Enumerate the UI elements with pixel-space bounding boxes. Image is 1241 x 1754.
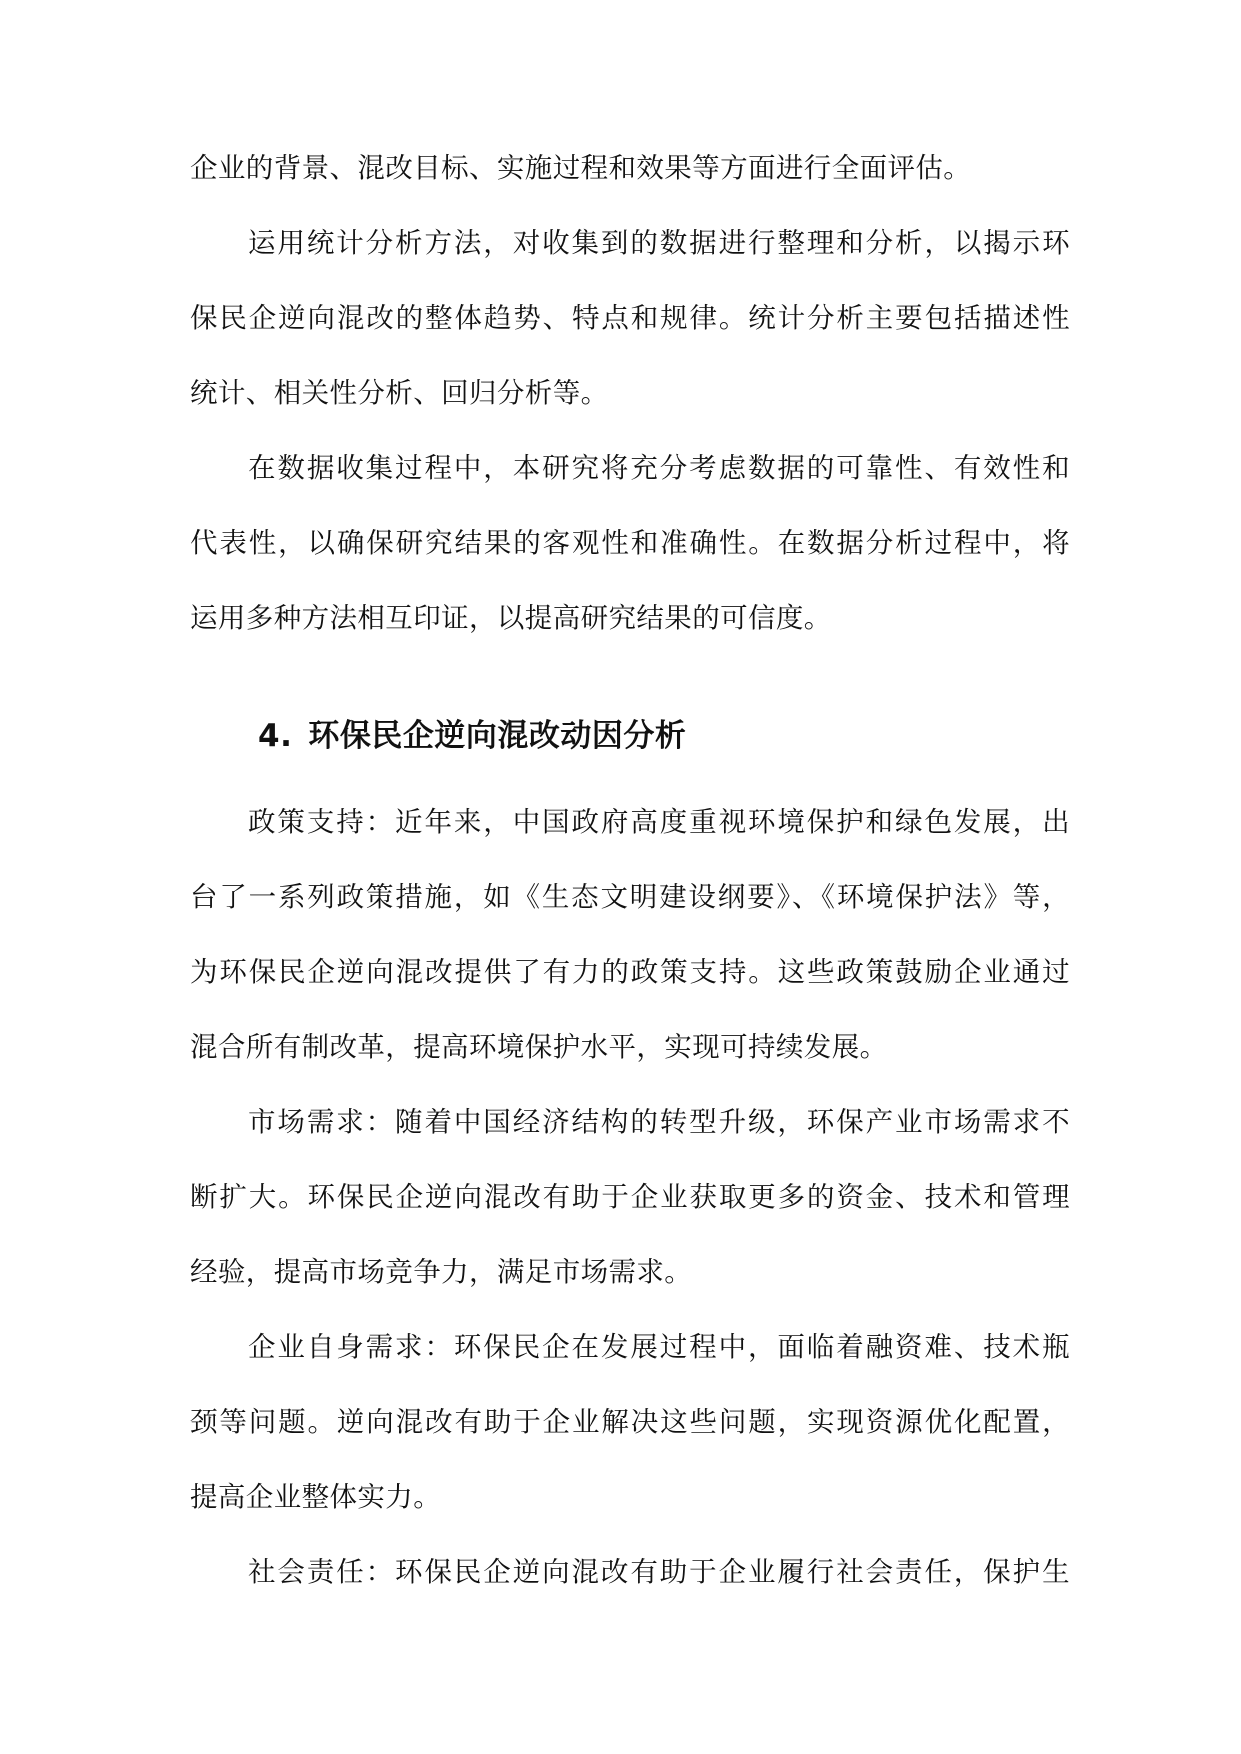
paragraph-line: 颈等问题。逆向混改有助于企业解决这些问题，实现资源优化配置， bbox=[190, 1406, 1070, 1438]
paragraph-line: 统计、相关性分析、回归分析等。 bbox=[190, 377, 609, 409]
paragraph-line: 社会责任：环保民企逆向混改有助于企业履行社会责任，保护生 bbox=[248, 1556, 1070, 1588]
paragraph-line: 政策支持：近年来，中国政府高度重视环境保护和绿色发展，出 bbox=[248, 806, 1070, 838]
section-number: 4. bbox=[258, 718, 293, 754]
section-heading bbox=[258, 714, 686, 758]
paragraph-line: 代表性，以确保研究结果的客观性和准确性。在数据分析过程中，将 bbox=[190, 527, 1070, 559]
paragraph-line: 运用多种方法相互印证，以提高研究结果的可信度。 bbox=[190, 602, 832, 634]
section-title: 环保民企逆向混改动因分析 bbox=[308, 718, 687, 754]
paragraph-line: 市场需求：随着中国经济结构的转型升级，环保产业市场需求不 bbox=[248, 1106, 1070, 1138]
paragraph-line: 经验，提高市场竞争力，满足市场需求。 bbox=[190, 1256, 693, 1288]
paragraph-line: 断扩大。环保民企逆向混改有助于企业获取更多的资金、技术和管理 bbox=[190, 1181, 1070, 1213]
paragraph-line: 提高企业整体实力。 bbox=[190, 1481, 442, 1513]
paragraph-line: 为环保民企逆向混改提供了有力的政策支持。这些政策鼓励企业通过 bbox=[190, 956, 1070, 988]
paragraph-line: 台了一系列政策措施，如《生态文明建设纲要》、《环境保护法》等， bbox=[190, 881, 1070, 913]
paragraph-line: 企业自身需求：环保民企在发展过程中，面临着融资难、技术瓶 bbox=[248, 1331, 1070, 1363]
paragraph-line: 在数据收集过程中，本研究将充分考虑数据的可靠性、有效性和 bbox=[248, 452, 1070, 484]
paragraph-line: 运用统计分析方法，对收集到的数据进行整理和分析，以揭示环 bbox=[248, 227, 1070, 259]
paragraph-line: 混合所有制改革，提高环境保护水平，实现可持续发展。 bbox=[190, 1031, 888, 1063]
paragraph-line: 保民企逆向混改的整体趋势、特点和规律。统计分析主要包括描述性 bbox=[190, 302, 1070, 334]
paragraph-line: 企业的背景、混改目标、实施过程和效果等方面进行全面评估。 bbox=[190, 152, 972, 184]
